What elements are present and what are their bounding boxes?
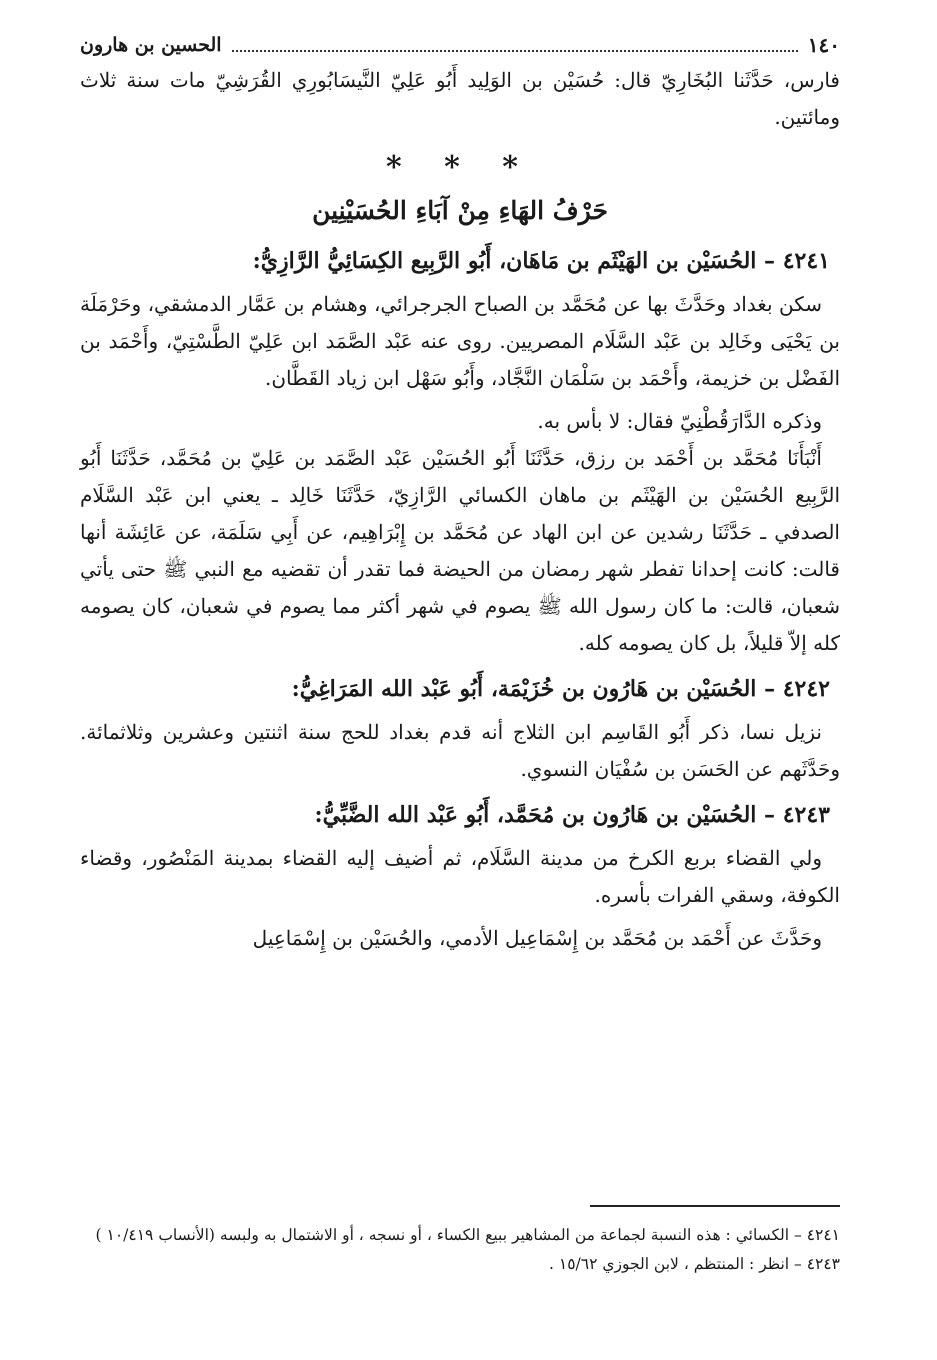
entry-4242-paragraph: نزيل نسا، ذكر أَبُو القَاسِم ابن الثلاج أنه قدم بغداد للحج سنة اثنتين وعشرين وثلاثمائة. وحَدَّثَهم عن الحَسَن بن سُفْيَان النسوي. [80, 720, 840, 781]
entry-4243-paragraph: ولي القضاء بربع الكرخ من مدينة السَّلَام، ثم أضيف إليه القضاء بمدينة المَنْصُور، وقضاء الكوفة، وسقي الفرات بأسره. [80, 846, 840, 907]
footnote: ٤٢٤٣ – انظر : المنتظم ، لابن الجوزي ١٥/٦٢ . [549, 1255, 840, 1273]
footnote: ٤٢٤١ – الكسائي : هذه النسبة لجماعة من المشاهير ببيع الكساء ، أو نسجه ، أو الاشتمال به ولبسه (الأنساب ١٠/٤١٩ ) [95, 1226, 840, 1244]
page-number: ١٤٠ [807, 33, 840, 57]
entry-title-4243: ٤٢٤٣ – الحُسَيْن بن هَارُون بن مُحَمَّد، أَبُو عَبْد الله الضَّبِّيُّ: [314, 802, 830, 828]
paragraph-continuation: فارس، حَدَّثَنا البُخَارِيّ قال: حُسَيْن بن الوَلِيد أَبُو عَلِيّ النَّيسَابُورِي القُرَشِيّ مات سنة ثلاث ومائتين. [80, 68, 840, 129]
entry-4243-paragraph: وحَدَّثَ عن أَحْمَد بن مُحَمَّد بن إِسْمَاعِيل الأدمي، والحُسَيْن بن إِسْمَاعِيل [252, 926, 822, 950]
entry-4241-paragraph: أَنْبَأَنَا مُحَمَّد بن أَحْمَد بن رزق، حَدَّثَنَا أَبُو الحُسَيْن عَبْد الصَّمَد بن عَلِيّ بن مُحَمَّد، حَدَّثَنَا أَبُو الرَّبِيع الحُسَيْن بن الهَيْثَم بن ماهان الكسائي الرَّازِيّ، حَدَّثَنَا خَالِد ـ يعني ابن عَبْد السَّلَام الصدفي ـ حَدَّثَنَا رشدين عن ابن الهاد عن مُحَمَّد بن إِبْرَاهِيم، عن أَبِي سَلَمَة، عن عَائِشَة أنها قالت: كانت إحدانا تفطر شهر رمضان من الحيضة فما تقدر أن تقضيه مع النبي ﷺ حتى يأتي شعبان، قالت: ما كان رسول الله ﷺ يصوم في شهر أكثر مما يصوم في شعبان، كان يصومه كله إلاّ قليلاً، بل كان يصومه كله. [80, 446, 840, 655]
entry-4241-paragraph: سكن بغداد وحَدَّثَ بها عن مُحَمَّد بن الصباح الجرجرائي، وهشام بن عَمَّار الدمشقي، وحَرْمَلَة بن يَحْيَى وخَالِد بن عَبْد السَّلَام المصريين. روى عنه عَبْد الصَّمَد ابن عَلِيّ الطَّسْتِيّ، وأَحْمَد بن الفَضْل بن خزيمة، وأَحْمَد بن سَلْمَان النَّجَّاد، وأَبُو سَهْل ابن زياد القَطَّان. [80, 292, 840, 390]
entry-4241-paragraph: وذكره الدَّارَقُطْنِيّ فقال: لا بأس به. [537, 409, 822, 433]
page-header [80, 28, 840, 62]
section-divider-stars: * * * [386, 150, 534, 185]
footnotes [80, 1205, 840, 1279]
section-title: حَرْفُ الهَاءِ مِنْ آبَاءِ الحُسَيْنِين [312, 196, 608, 225]
entry-title-4241: ٤٢٤١ – الحُسَيْن بن الهَيْثَم بن مَاهَان، أَبُو الرَّبِيع الكِسَائِيُّ الرَّازِيُّ: [252, 248, 830, 274]
page [80, 28, 840, 957]
running-title: الحسين بن هارون [80, 34, 222, 56]
footnote-rule [590, 1205, 840, 1207]
header-dot-leader [232, 38, 798, 52]
entry-title-4242: ٤٢٤٢ – الحُسَيْن بن هَارُون بن خُزَيْمَة، أَبُو عَبْد الله المَرَاغِيُّ: [291, 676, 830, 702]
